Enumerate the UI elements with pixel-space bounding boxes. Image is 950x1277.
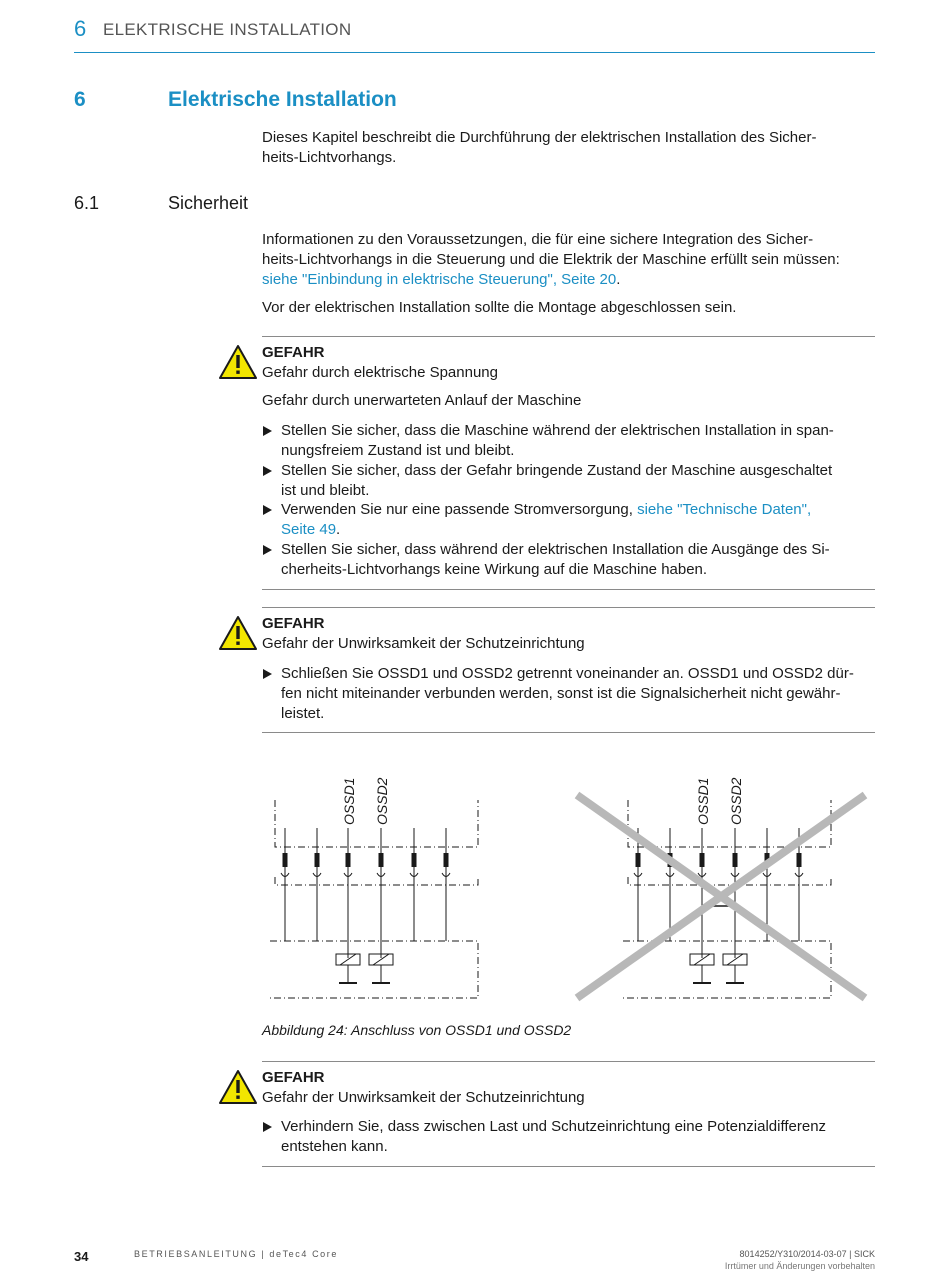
warning-3-title: GEFAHR bbox=[262, 1069, 325, 1086]
warning-2-bullet-1: Schließen Sie OSSD1 und OSSD2 getrennt voneinander an. OSSD1 und OSSD2 dür- fen nicht miteinander verbunden werden, sonst ist die Signalsicherheit nicht gewähr- leistet. bbox=[262, 664, 874, 724]
warning-triangle-icon bbox=[218, 344, 258, 380]
section-title: Elektrische Installation bbox=[168, 88, 397, 111]
para-line: siehe "Einbindung in elektrische Steuerung", Seite 20. bbox=[262, 271, 621, 288]
figure-caption: Abbildung 24: Anschluss von OSSD1 und OSSD2 bbox=[262, 1022, 572, 1038]
technical-data-page-link[interactable]: Seite 49 bbox=[281, 521, 337, 538]
warning-1-bullet-4: Stellen Sie sicher, dass während der elektrischen Installation die Ausgänge des Si- cherheits-Lichtvorhangs keine Wirkung auf die Maschine haben. bbox=[262, 540, 874, 580]
warning-1-bullet-3: Verwenden Sie nur eine passende Stromversorgung, siehe "Technische Daten", Seite 49. bbox=[262, 500, 874, 540]
warning-2-subtitle: Gefahr der Unwirksamkeit der Schutzeinrichtung bbox=[262, 635, 585, 652]
warning-1-title: GEFAHR bbox=[262, 344, 325, 361]
subsection-number: 6.1 bbox=[74, 193, 100, 213]
correct-wiring-diagram bbox=[270, 800, 478, 998]
para-line: Informationen zu den Voraussetzungen, die für eine sichere Integration des Sicher- bbox=[262, 231, 814, 248]
page-number: 34 bbox=[74, 1249, 89, 1264]
footer-disclaimer: Irrtümer und Änderungen vorbehalten bbox=[724, 1261, 875, 1271]
footer-document-id: 8014252/Y310/2014-03-07 | SICK bbox=[739, 1249, 875, 1259]
warning-3-bottom-rule bbox=[262, 1166, 875, 1167]
section-intro bbox=[262, 128, 874, 168]
technical-data-link[interactable]: siehe "Technische Daten", bbox=[637, 501, 812, 518]
footer-document-title: BETRIEBSANLEITUNG | deTec4 Core bbox=[134, 1249, 338, 1259]
warning-3-bullet-1: Verhindern Sie, dass zwischen Last und Schutzeinrichtung eine Potenzialdifferenz entstehen kann. bbox=[262, 1117, 874, 1157]
subsection-title: Sicherheit bbox=[168, 193, 249, 213]
ossd2-label-right: OSSD2 bbox=[728, 777, 744, 825]
header-chapter-number: 6 bbox=[74, 16, 87, 41]
ossd2-label-left: OSSD2 bbox=[374, 777, 390, 825]
header-chapter-title: ELEKTRISCHE INSTALLATION bbox=[103, 20, 352, 39]
section-number: 6 bbox=[74, 88, 86, 111]
warning-2-top-rule bbox=[262, 607, 875, 608]
warning-1-top-rule bbox=[262, 336, 875, 337]
warning-1-bullet-1: Stellen Sie sicher, dass die Maschine während der elektrischen Installation in span- nungsfreiem Zustand ist und bleibt. bbox=[262, 421, 874, 461]
ossd1-label-left: OSSD1 bbox=[341, 777, 357, 825]
ossd1-label-right: OSSD1 bbox=[695, 777, 711, 825]
warning-triangle-icon bbox=[218, 615, 258, 651]
warning-1-bottom-rule bbox=[262, 589, 875, 590]
subsection-paragraph-2: Vor der elektrischen Installation sollte die Montage abgeschlossen sein. bbox=[262, 299, 737, 316]
warning-1-extra: Gefahr durch unerwarteten Anlauf der Maschine bbox=[262, 392, 582, 409]
intro-line: heits-Lichtvorhangs. bbox=[262, 149, 397, 166]
cross-reference-link[interactable]: siehe "Einbindung in elektrische Steuerung", Seite 20 bbox=[262, 271, 617, 288]
warning-1-subtitle: Gefahr durch elektrische Spannung bbox=[262, 364, 498, 381]
forbidden-cross-mark bbox=[577, 795, 865, 998]
header-divider bbox=[74, 52, 875, 53]
warning-2-bottom-rule bbox=[262, 732, 875, 733]
subsection-paragraph-1 bbox=[262, 230, 874, 290]
warning-1-bullet-2: Stellen Sie sicher, dass der Gefahr bringende Zustand der Maschine ausgeschaltet ist und bleibt. bbox=[262, 461, 874, 501]
intro-line: Dieses Kapitel beschreibt die Durchführung der elektrischen Installation des Sicher- bbox=[262, 129, 817, 146]
warning-3-top-rule bbox=[262, 1061, 875, 1062]
warning-triangle-icon bbox=[218, 1069, 258, 1105]
para-line: heits-Lichtvorhangs in die Steuerung und die Elektrik der Maschine erfüllt sein müssen: bbox=[262, 251, 840, 268]
warning-2-title: GEFAHR bbox=[262, 615, 325, 632]
warning-3-subtitle: Gefahr der Unwirksamkeit der Schutzeinrichtung bbox=[262, 1089, 585, 1106]
ossd-wiring-figure bbox=[262, 765, 874, 1010]
